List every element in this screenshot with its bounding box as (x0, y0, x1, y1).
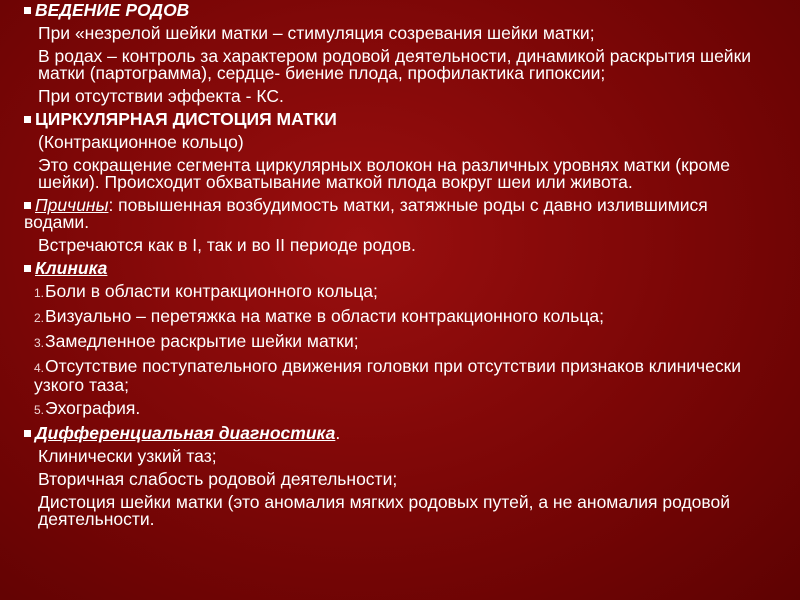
heading-differential-diagnosis (24, 425, 770, 442)
heading-labor-management (24, 2, 770, 19)
causes-text: : повышенная возбудимость матки, затяжные роды с давно излившимися водами. (24, 195, 708, 232)
paragraph: При «незрелой шейки матки – стимуляция созревания шейки матки; (38, 23, 595, 43)
item-number: 5. (34, 403, 45, 417)
causes-paragraph (24, 197, 770, 231)
paragraph: Это сокращение сегмента циркулярных волокон на различных уровнях матки (кроме шейки). Происходит обхватывание маткой плода вокруг шеи или живота. (38, 155, 730, 192)
list-item (34, 400, 770, 419)
item-text: Визуально – перетяжка на матке в области контракционного кольца; (45, 306, 604, 326)
square-bullet-icon (24, 265, 31, 272)
dd-suffix: . (335, 423, 341, 443)
list-item (34, 283, 770, 302)
item-number: 2. (34, 311, 45, 325)
square-bullet-icon (24, 202, 31, 209)
list-item (34, 358, 770, 394)
item-text: Боли в области контракционного кольца; (45, 281, 378, 301)
paragraph: Дистоция шейки матки (это аномалия мягких родовых путей, а не аномалия родовой деятельности. (38, 492, 731, 529)
paragraph: Клинически узкий таз; (38, 446, 217, 466)
item-number: 4. (34, 361, 45, 375)
list-item (34, 333, 770, 352)
heading-text: ЦИРКУЛЯРНАЯ ДИСТОЦИЯ МАТКИ (35, 109, 337, 129)
square-bullet-icon (24, 430, 31, 437)
heading-circular-dystocia (24, 111, 770, 128)
heading-clinic (24, 260, 770, 277)
heading-text: ВЕДЕНИЕ РОДОВ (35, 0, 190, 20)
paragraph: При отсутствии эффекта - КС. (38, 86, 284, 106)
item-text: Эхография. (45, 398, 141, 418)
item-number: 1. (34, 286, 45, 300)
paragraph: Встречаются как в I, так и во II периоде родов. (38, 235, 416, 255)
item-number: 3. (34, 336, 45, 350)
paragraph: Вторичная слабость родовой деятельности; (38, 469, 398, 489)
causes-label: Причины (35, 195, 109, 215)
list-item (34, 308, 770, 327)
clinic-label: Клиника (35, 258, 108, 278)
item-text: Отсутствие поступательного движения головки при отсутствии признаков клинически узкого таза; (34, 356, 742, 395)
paragraph: (Контракционное кольцо) (38, 132, 244, 152)
square-bullet-icon (24, 116, 31, 123)
item-text: Замедленное раскрытие шейки матки; (45, 331, 359, 351)
dd-label: Дифференциальная диагностика (35, 423, 336, 443)
square-bullet-icon (24, 7, 31, 14)
paragraph: В родах – контроль за характером родовой деятельности, динамикой раскрытия шейки матки (партограмма), сердце- биение плода, профилактика гипоксии; (38, 46, 752, 83)
